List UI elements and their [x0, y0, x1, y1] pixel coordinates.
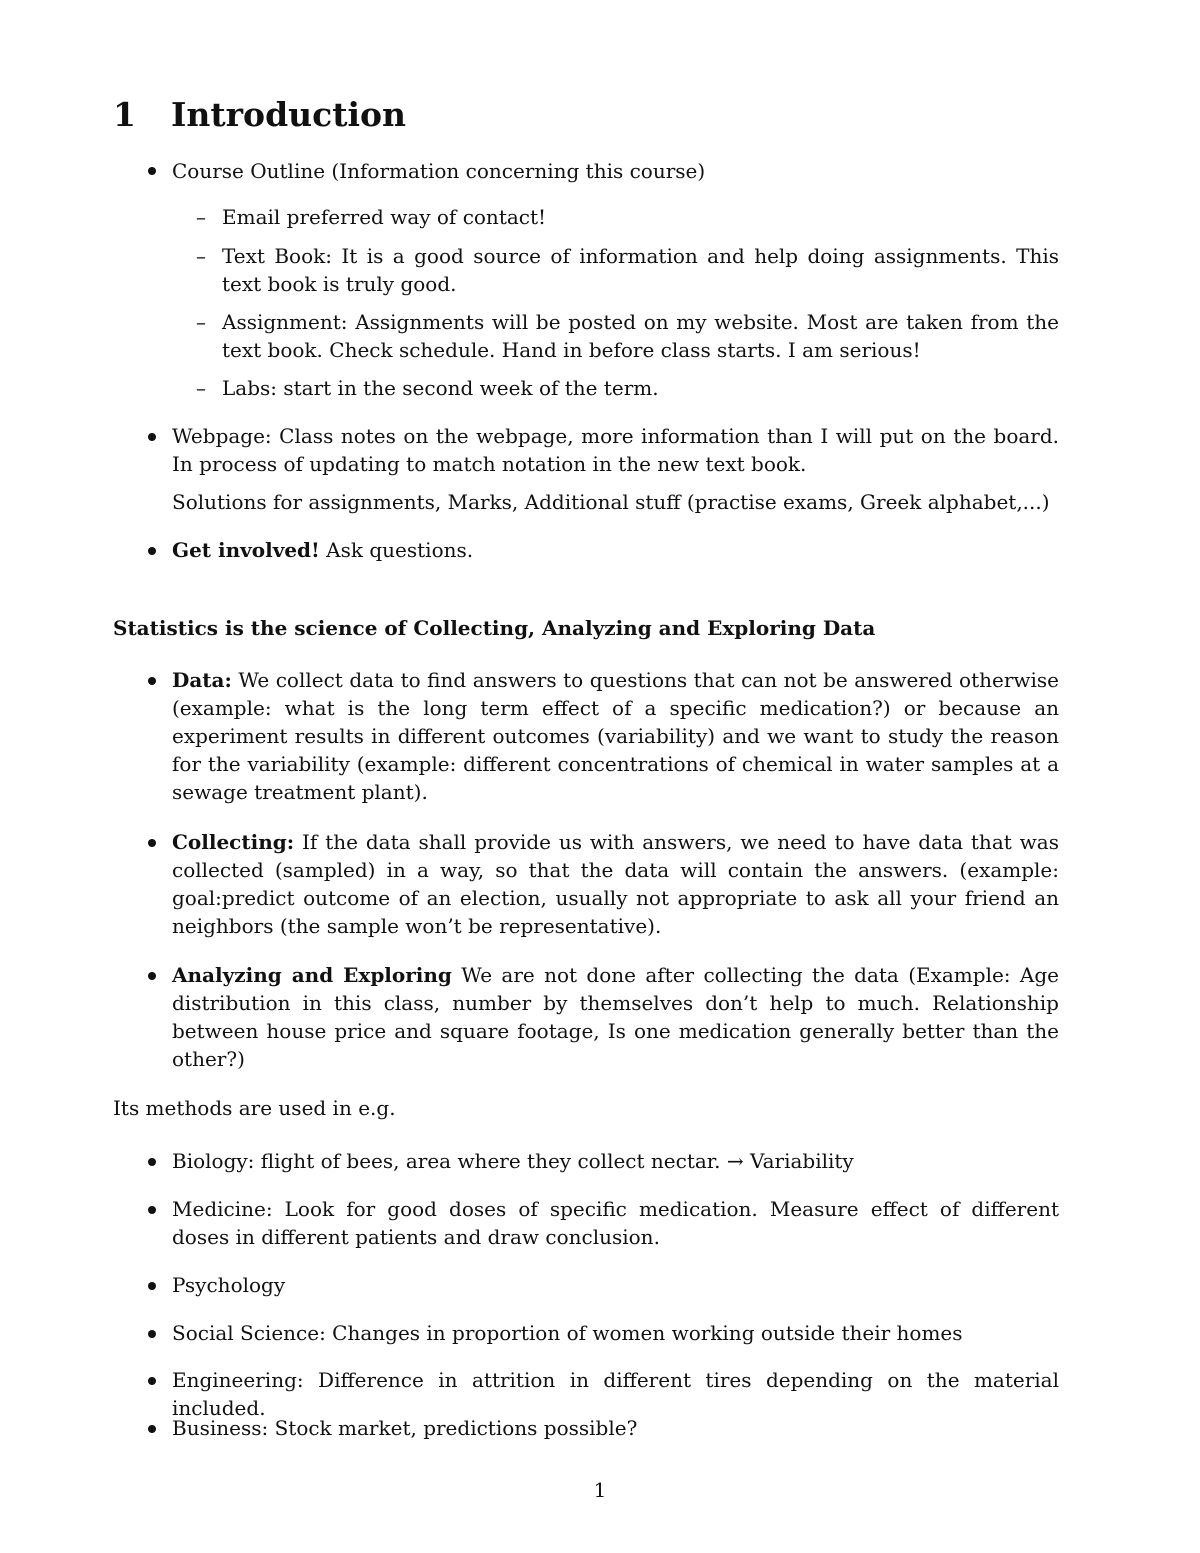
dash-icon: –	[196, 376, 206, 400]
list-item-analyzing	[172, 961, 1059, 1073]
sub-item-assignment: Assignment: Assignments will be posted on my website. Most are taken from the text book. Check schedule. Hand in before class starts. I am serious!	[222, 310, 1059, 362]
list-item-engineering: Engineering: Difference in attrition in different tires depending on the material included.	[172, 1368, 1059, 1420]
sub-item-email: Email preferred way of contact!	[222, 205, 547, 229]
section-title: Introduction	[171, 95, 407, 134]
sub-item-labs: Labs: start in the second week of the term.	[222, 376, 659, 400]
bullet-icon	[145, 164, 159, 178]
get-involved-text: Ask questions.	[319, 538, 474, 562]
bullet-icon	[145, 544, 159, 558]
list-item-business: Business: Stock market, predictions possible?	[172, 1416, 638, 1440]
list-item-medicine: Medicine: Look for good doses of specific medication. Measure effect of different doses in different patients and draw conclusion.	[172, 1197, 1059, 1249]
item-label: Analyzing and Exploring	[172, 963, 452, 987]
dash-icon: –	[196, 310, 206, 334]
statistics-heading: Statistics is the science of Collecting, Analyzing and Exploring Data	[113, 616, 876, 640]
list-item-collecting	[172, 828, 1059, 940]
bullet-icon	[145, 969, 159, 983]
list-item-psychology: Psychology	[172, 1273, 286, 1297]
bullet-icon	[145, 1279, 159, 1293]
item-text: We are not done after collecting the data (Example: Age distribution in this class, number by themselves don’t help to much. Relationship between house price and square footage, Is one medication generally better than the other?)	[172, 963, 1059, 1071]
bullet-icon	[145, 430, 159, 444]
list-item-data	[172, 666, 1059, 806]
dash-icon: –	[196, 205, 206, 229]
bullet-icon	[145, 674, 159, 688]
methods-lead: Its methods are used in e.g.	[113, 1096, 396, 1120]
list-item-social-science: Social Science: Changes in proportion of women working outside their homes	[172, 1321, 963, 1345]
page-number: 1	[593, 1478, 607, 1502]
section-heading	[113, 94, 406, 136]
sub-item-textbook: Text Book: It is a good source of information and help doing assignments. This text book is truly good.	[222, 244, 1059, 296]
bullet-icon	[145, 836, 159, 850]
bullet-icon	[145, 1422, 159, 1436]
list-item-biology: Biology: flight of bees, area where they collect nectar. → Variability	[172, 1149, 854, 1173]
bullet-icon	[145, 1155, 159, 1169]
bullet-icon	[145, 1374, 159, 1388]
item-text: If the data shall provide us with answers, we need to have data that was collected (sampled) in a way, so that the data will contain the answers. (example: goal:predict outcome of an election, usually not appropriate to ask all your friend an neighbors (the sample won’t be representative).	[172, 830, 1059, 938]
get-involved-bold: Get involved!	[172, 538, 320, 562]
list-item-get-involved	[172, 536, 1059, 564]
item-label: Collecting:	[172, 830, 295, 854]
bullet-icon	[145, 1203, 159, 1217]
item-label: Data:	[172, 668, 232, 692]
section-number: 1	[113, 95, 136, 134]
list-item-webpage: Webpage: Class notes on the webpage, more information than I will put on the board. In process of updating to match notation in the new text book.	[172, 424, 1059, 476]
bullet-icon	[145, 1327, 159, 1341]
list-item-course-outline: Course Outline (Information concerning this course)	[172, 159, 706, 183]
list-item-solutions: Solutions for assignments, Marks, Additional stuff (practise exams, Greek alphabet,...)	[172, 490, 1050, 514]
dash-icon: –	[196, 244, 206, 268]
item-text: We collect data to find answers to questions that can not be answered otherwise (example: what is the long term effect of a specific medication?) or because an experiment results in different outcomes (variability) and we want to study the reason for the variability (example: different concentrations of chemical in water samples at a sewage treatment plant).	[172, 668, 1059, 804]
